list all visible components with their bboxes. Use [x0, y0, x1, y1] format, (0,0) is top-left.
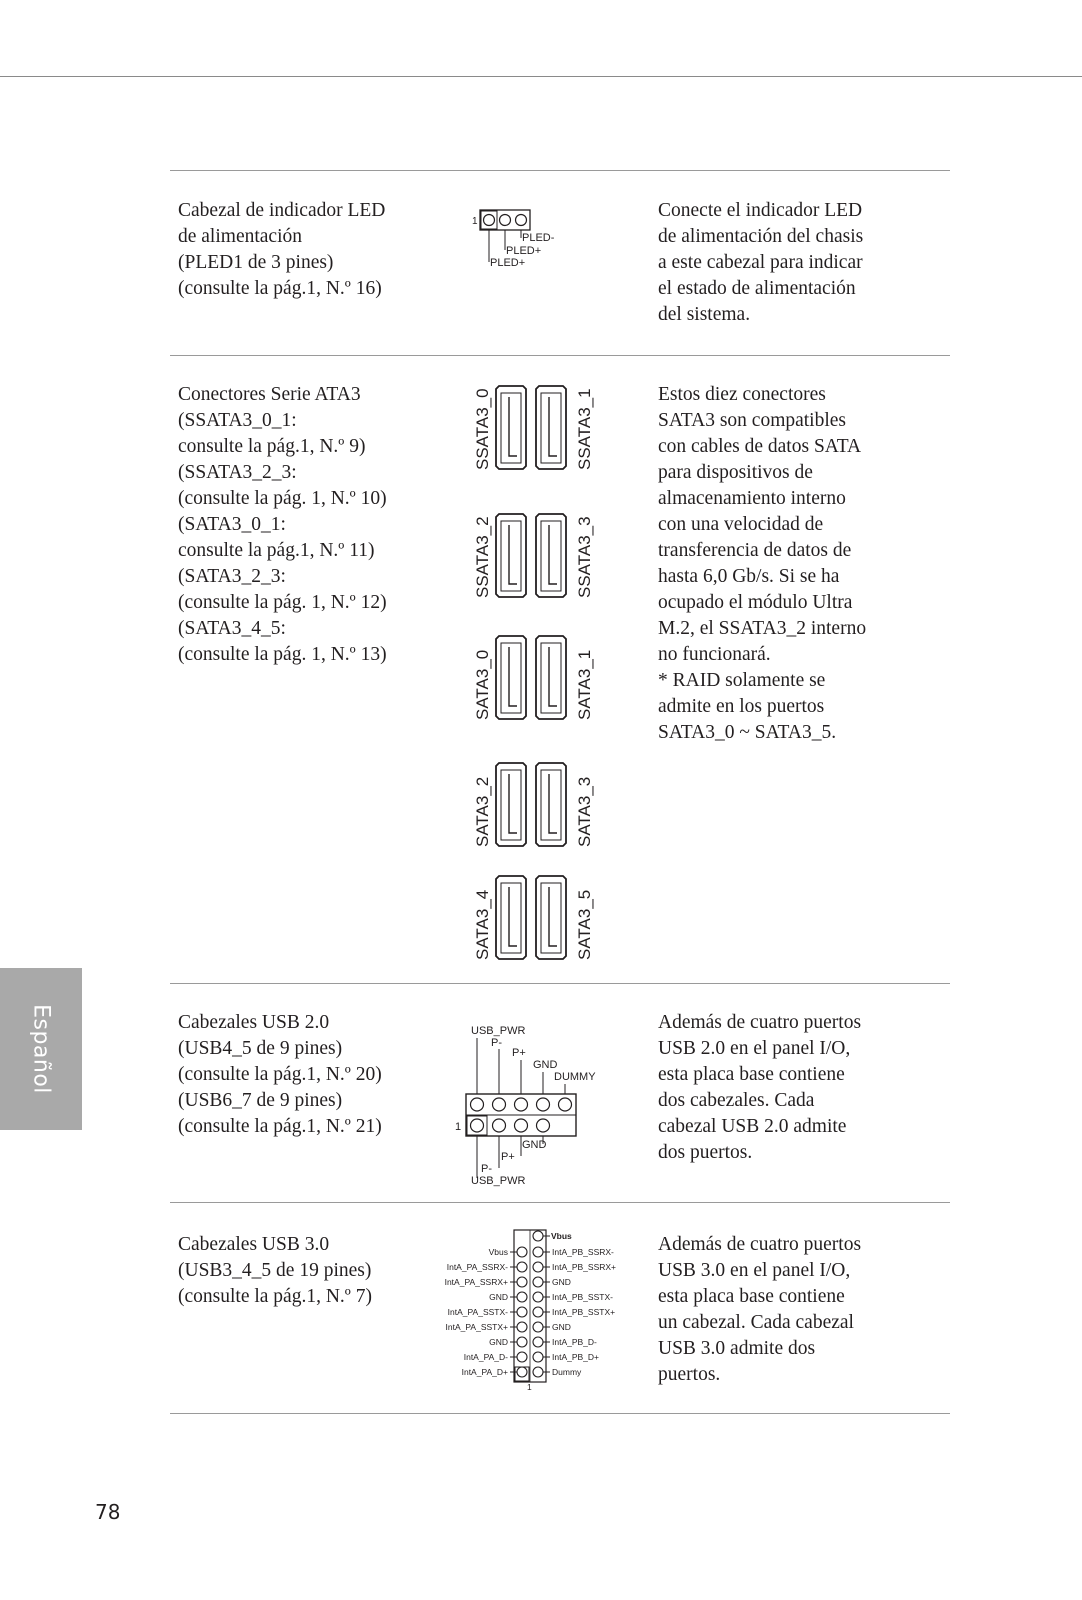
usb2-label-p-plus-bottom: P+: [501, 1151, 515, 1163]
text-line: (consulte la pág. 1, N.º 12): [178, 592, 387, 613]
text-line: (PLED1 de 3 pines): [178, 252, 334, 273]
text-line: (SATA3_0_1:: [178, 514, 286, 535]
usb3-left-label: Vbus: [488, 1247, 508, 1257]
sata-port: [496, 386, 526, 469]
sata-label-left: SATA3_0: [473, 649, 492, 720]
language-side-tab: [0, 968, 82, 1130]
sata-group-sata3-2-3: [473, 763, 594, 847]
sata-description-right: [658, 382, 866, 746]
text-line: un cabezal. Cada cabezal: [658, 1312, 854, 1333]
text-line: almacenamiento interno: [658, 488, 846, 509]
text-line: ocupado el módulo Ultra: [658, 592, 853, 613]
text-line: (USB6_7 de 9 pines): [178, 1090, 343, 1111]
sata-port: [496, 514, 526, 597]
usb3-left-label: GND: [489, 1292, 508, 1302]
usb2-description-left: [178, 1010, 382, 1140]
text-line: (consulte la pág. 1, N.º 10): [178, 488, 387, 509]
usb3-left-label: IntA_PA_SSRX+: [444, 1277, 508, 1287]
text-line: (USB4_5 de 9 pines): [178, 1038, 343, 1059]
pled-plus-label-2: PLED+: [490, 257, 526, 269]
text-line: Cabezal de indicador LED: [178, 200, 386, 221]
text-line: Conecte el indicador LED: [658, 200, 863, 221]
text-line: (SSATA3_2_3:: [178, 462, 297, 483]
text-line: (consulte la pág.1, N.º 20): [178, 1064, 382, 1085]
page-number: 78: [95, 1500, 121, 1524]
text-line: esta placa base contiene: [658, 1286, 845, 1307]
usb2-label-p-plus-top: P+: [512, 1047, 526, 1059]
text-line: admite en los puertos: [658, 696, 825, 717]
text-line: (consulte la pág.1, N.º 16): [178, 278, 382, 299]
usb3-left-label: IntA_PA_D-: [463, 1352, 508, 1362]
text-line: (consulte la pág.1, N.º 7): [178, 1286, 372, 1307]
pled-description-right: [658, 198, 863, 328]
text-line: de alimentación del chasis: [658, 226, 864, 247]
text-line: del sistema.: [658, 304, 751, 325]
usb3-left-label: GND: [489, 1337, 508, 1347]
top-rule: [0, 76, 1082, 77]
usb2-label-usb-pwr-bottom: USB_PWR: [471, 1175, 526, 1187]
table-rule-2: [170, 983, 950, 984]
usb3-right-label: IntA_PB_SSTX+: [552, 1307, 616, 1317]
usb3-right-label: GND: [552, 1322, 571, 1332]
text-line: USB 2.0 en el panel I/O,: [658, 1038, 851, 1059]
table-rule-3: [170, 1202, 950, 1203]
sata-port: [496, 876, 526, 959]
text-line: (SATA3_2_3:: [178, 566, 286, 587]
usb2-label-gnd-top: GND: [533, 1059, 558, 1071]
text-line: puertos.: [658, 1364, 721, 1385]
text-line: USB 3.0 en el panel I/O,: [658, 1260, 851, 1281]
usb2-description-right: [658, 1010, 861, 1166]
usb2-label-dummy: DUMMY: [554, 1071, 596, 1083]
usb3-right-label: IntA_PB_D-: [552, 1337, 597, 1347]
text-line: (consulte la pág. 1, N.º 13): [178, 644, 387, 665]
usb3-description-left: [178, 1232, 372, 1310]
text-line: no funcionará.: [658, 644, 771, 665]
text-line: USB 3.0 admite dos: [658, 1338, 816, 1359]
text-line: (SSATA3_0_1:: [178, 410, 297, 431]
usb2-label-p-minus-bottom: P-: [481, 1163, 492, 1175]
usb2-pin1-label: 1: [455, 1121, 462, 1133]
text-line: transferencia de datos de: [658, 540, 852, 561]
text-line: cabezal USB 2.0 admite: [658, 1116, 847, 1137]
text-line: hasta 6,0 Gb/s. Si se ha: [658, 566, 840, 587]
language-label: Español: [28, 1004, 54, 1094]
text-line: para dispositivos de: [658, 462, 813, 483]
text-line: consulte la pág.1, N.º 11): [178, 540, 375, 561]
table-rule-top: [170, 170, 950, 171]
usb3-pin1-label: 1: [527, 1382, 532, 1392]
text-line: Cabezales USB 2.0: [178, 1012, 330, 1033]
text-line: Cabezales USB 3.0: [178, 1234, 330, 1255]
sata-group-ssata3-0-1: [473, 386, 594, 470]
text-line: a este cabezal para indicar: [658, 252, 863, 273]
usb3-right-label: Dummy: [552, 1367, 582, 1377]
text-line: de alimentación: [178, 226, 302, 247]
sata-label-right: SSATA3_3: [575, 516, 594, 598]
usb2-header-diagram: [455, 1022, 615, 1190]
text-line: esta placa base contiene: [658, 1064, 845, 1085]
text-line: Además de cuatro puertos: [658, 1234, 862, 1255]
sata-group-sata3-0-1: [473, 636, 594, 720]
usb2-label-gnd-bottom: GND: [522, 1139, 547, 1151]
usb3-left-label: IntA_PA_SSRX-: [446, 1262, 508, 1272]
sata-description-left: [178, 382, 387, 668]
text-line: consulte la pág.1, N.º 9): [178, 436, 366, 457]
usb3-description-right: [658, 1232, 861, 1388]
text-line: dos cabezales. Cada: [658, 1090, 815, 1111]
usb3-right-pins: [533, 1247, 550, 1377]
table-rule-bottom: [170, 1413, 950, 1414]
text-line: M.2, el SSATA3_2 interno: [658, 618, 867, 639]
usb3-label-vbus-top: Vbus: [551, 1231, 572, 1241]
sata-port: [536, 386, 566, 469]
usb3-left-label: IntA_PA_SSTX-: [447, 1307, 508, 1317]
sata-label-left: SATA3_2: [473, 776, 492, 847]
pled-minus-label: PLED-: [522, 232, 555, 244]
usb2-label-p-minus-top: P-: [491, 1037, 502, 1049]
usb3-left-label: IntA_PA_D+: [461, 1367, 508, 1377]
sata-port: [536, 763, 566, 846]
text-line: Estos diez conectores: [658, 384, 826, 405]
usb3-right-label: IntA_PB_SSRX+: [552, 1262, 617, 1272]
pled-header-diagram: [470, 204, 580, 274]
text-line: SATA3_0 ~ SATA3_5.: [658, 722, 837, 743]
usb3-header-diagram: [430, 1224, 640, 1394]
sata-label-left: SATA3_4: [473, 889, 492, 960]
usb3-right-label: IntA_PB_SSTX-: [552, 1292, 613, 1302]
pled-description-left: [178, 198, 385, 302]
usb3-left-label: IntA_PA_SSTX+: [445, 1322, 508, 1332]
sata-label-left: SSATA3_2: [473, 516, 492, 598]
text-line: (SATA3_4_5:: [178, 618, 286, 639]
text-line: dos puertos.: [658, 1142, 753, 1163]
usb3-left-pins: [510, 1247, 527, 1377]
pled-plus-label: PLED+: [506, 245, 542, 257]
usb3-right-label: GND: [552, 1277, 571, 1287]
sata-port: [536, 514, 566, 597]
sata-label-left: SSATA3_0: [473, 388, 492, 470]
text-line: con una velocidad de: [658, 514, 824, 535]
usb3-right-label: IntA_PB_D+: [552, 1352, 600, 1362]
sata-label-right: SATA3_1: [575, 649, 594, 720]
text-line: Conectores Serie ATA3: [178, 384, 361, 405]
sata-port: [496, 763, 526, 846]
sata-group-ssata3-2-3: [473, 514, 594, 598]
text-line: * RAID solamente se: [658, 670, 826, 691]
sata-port: [536, 876, 566, 959]
sata-connectors-diagram: [466, 384, 606, 974]
text-line: el estado de alimentación: [658, 278, 856, 299]
text-line: SATA3 son compatibles: [658, 410, 847, 431]
sata-port: [496, 636, 526, 719]
sata-port: [536, 636, 566, 719]
usb3-right-label: IntA_PB_SSRX-: [552, 1247, 614, 1257]
sata-label-right: SSATA3_1: [575, 388, 594, 470]
text-line: (USB3_4_5 de 19 pines): [178, 1260, 372, 1281]
table-rule-1: [170, 355, 950, 356]
text-line: con cables de datos SATA: [658, 436, 862, 457]
sata-label-right: SATA3_3: [575, 776, 594, 847]
sata-label-right: SATA3_5: [575, 889, 594, 960]
text-line: (consulte la pág.1, N.º 21): [178, 1116, 382, 1137]
text-line: Además de cuatro puertos: [658, 1012, 862, 1033]
pin1-label: 1: [472, 216, 478, 227]
usb2-label-usb-pwr-top: USB_PWR: [471, 1025, 526, 1037]
sata-group-sata3-4-5: [473, 876, 594, 960]
